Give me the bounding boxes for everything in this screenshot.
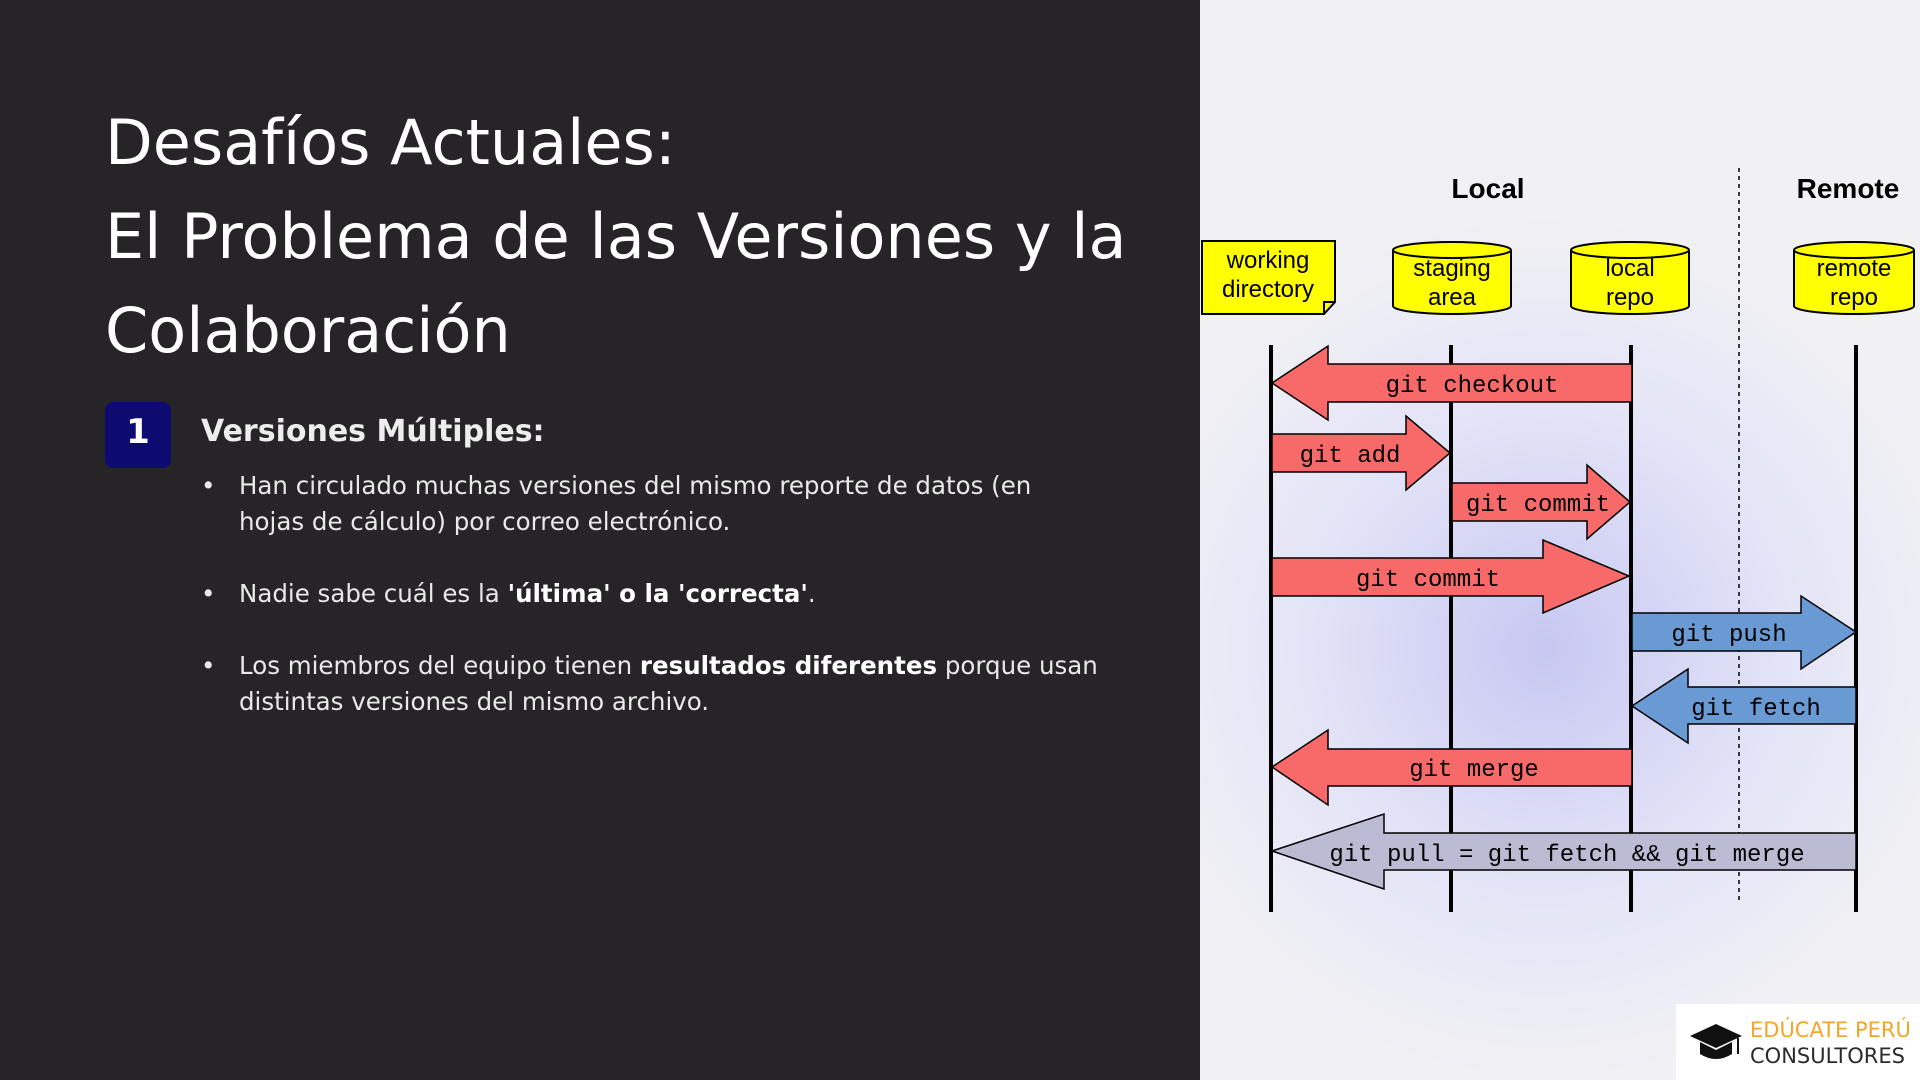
header-remote: Remote: [1796, 173, 1900, 204]
node-label-line-1: working: [1226, 247, 1310, 274]
graduation-cap-icon: [1688, 1020, 1744, 1066]
title-line-3: Colaboración: [105, 294, 511, 367]
arrow-label: git checkout: [1385, 373, 1559, 400]
bullet-item: [201, 576, 1101, 612]
node-label-line-1: local: [1605, 255, 1655, 282]
bullet-text: porque usan distintas versiones del mismo archivo.: [239, 651, 1098, 716]
arrow-git-fetch: [1632, 669, 1856, 743]
arrow-label: git push: [1671, 622, 1787, 649]
node-label-line-2: area: [1427, 284, 1477, 311]
company-logo: [1676, 1004, 1920, 1080]
title-line-1: Desafíos Actuales:: [105, 106, 676, 179]
bullet-item: [201, 468, 1101, 540]
arrow-label: git merge: [1409, 757, 1539, 784]
title-line-2: El Problema de las Versiones y la: [105, 200, 1127, 273]
bullet-list: [201, 468, 1101, 756]
arrow-label: git commit: [1465, 492, 1611, 519]
node-label-line-1: staging: [1413, 255, 1491, 282]
arrow-git-commit-stage: [1452, 465, 1630, 539]
arrow-label: git add: [1299, 443, 1401, 470]
node-label-line-2: directory: [1221, 276, 1315, 303]
node-label-line-2: repo: [1829, 284, 1879, 311]
diagram-panel: [1200, 0, 1920, 1080]
header-local: Local: [1451, 173, 1525, 204]
arrow-label: git pull = git fetch && git merge: [1329, 842, 1805, 869]
arrow-label: git commit: [1355, 567, 1501, 594]
node-working-directory: [1202, 241, 1335, 314]
node-remote-repo: [1794, 242, 1914, 314]
bullet-text: Los miembros del equipo tienen: [239, 651, 640, 680]
arrow-label: git fetch: [1691, 696, 1821, 723]
arrow-git-add: [1272, 416, 1450, 490]
node-local-repo: [1571, 242, 1689, 314]
arrow-git-push: [1632, 596, 1856, 669]
node-label-line-2: repo: [1605, 284, 1655, 311]
section-heading: Versiones Múltiples:: [201, 414, 545, 449]
arrow-git-pull: [1272, 814, 1856, 889]
page-title: [105, 96, 1145, 378]
bullet-item: [201, 648, 1101, 720]
logo-line-2: CONSULTORES: [1750, 1044, 1905, 1068]
bullet-emphasis: resultados diferentes: [639, 651, 938, 680]
section-number-badge: 1: [105, 402, 171, 468]
node-label-line-1: remote: [1816, 255, 1892, 282]
bullet-emphasis: 'última' o la 'correcta': [507, 579, 808, 608]
git-workflow-diagram: [1200, 0, 1920, 1080]
bullet-text: Han circulado muchas versiones del mismo reporte de datos (en hojas de cálculo) por correo electrónico.: [239, 471, 1032, 536]
bullet-text: Nadie sabe cuál es la: [239, 579, 508, 608]
node-staging-area: [1393, 242, 1511, 314]
logo-line-1: EDÚCATE PERÚ: [1750, 1018, 1911, 1042]
bullet-text: .: [807, 579, 816, 608]
